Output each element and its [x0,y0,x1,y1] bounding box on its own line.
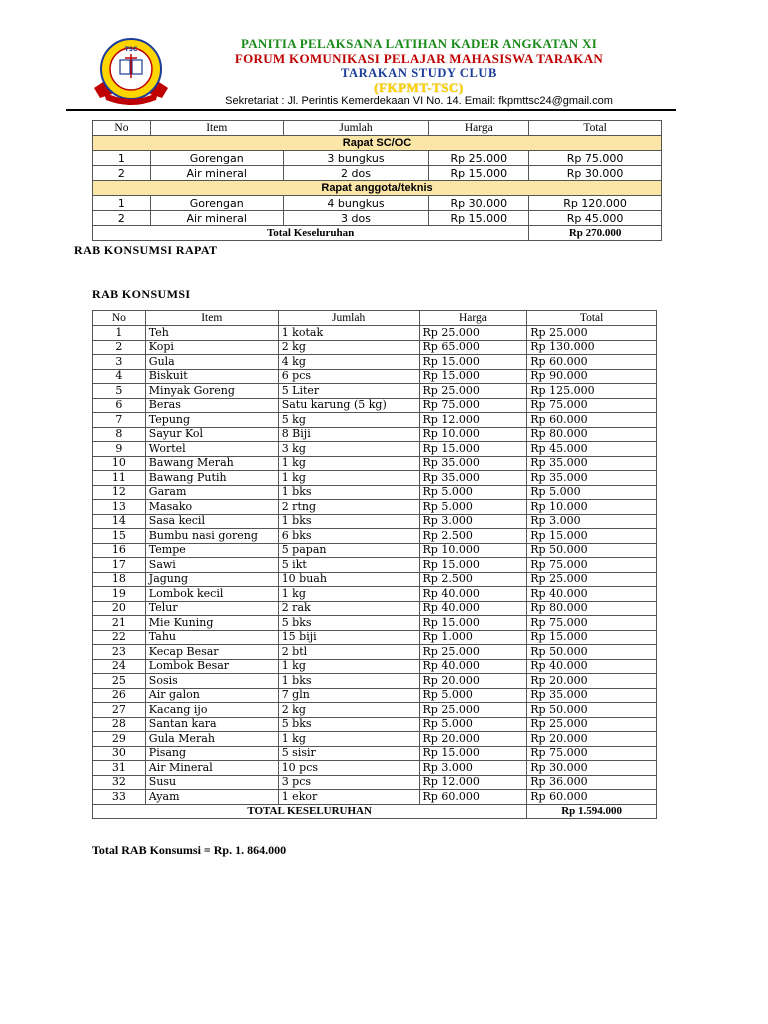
table-cell: Rp 35.000 [419,456,527,471]
table-cell: Rp 80.000 [527,427,657,442]
table-cell: 1 bks [278,485,419,500]
table-cell: Rp 25.000 [429,151,529,166]
table-cell: Rp 15.000 [419,616,527,631]
table-row [93,456,657,471]
table-row [93,427,657,442]
table-row [93,572,657,587]
table-cell: Rp 50.000 [527,703,657,718]
table-cell: 1 [93,326,146,341]
table-cell: Kecap Besar [145,645,278,660]
table-cell: Rp 20.000 [527,674,657,689]
committee-title: PANITIA PELAKSANA LATIHAN KADER ANGKATAN XI [240,36,598,51]
table-cell: 1 kg [278,587,419,602]
column-header: No [93,121,151,136]
total-row [93,226,662,241]
table-cell: Rp 12.000 [419,775,527,790]
table-row [93,355,657,370]
table-row [93,471,657,486]
table-cell: Rp 15.000 [419,442,527,457]
table-cell: 15 [93,529,146,544]
table-row [93,413,657,428]
table-cell: 1 bks [278,674,419,689]
table-cell: 23 [93,645,146,660]
total-value: Rp 1.594.000 [527,804,657,819]
total-label: TOTAL KESELURUHAN [93,804,527,819]
section-row [93,136,662,151]
table-cell: 6 [93,398,146,413]
table-cell: Rp 45.000 [529,211,662,226]
forum-title: FORUM KOMUNIKASI PELAJAR MAHASISWA TARAKAN [234,51,604,66]
table-cell: 1 ekor [278,790,419,805]
table-cell: Rp 15.000 [419,746,527,761]
table-cell: Rp 1.000 [419,630,527,645]
table-cell: Wortel [145,442,278,457]
table-cell: Kopi [145,340,278,355]
column-header: Harga [429,121,529,136]
table-row [93,688,657,703]
table-cell: 2 btl [278,645,419,660]
table-cell: Rp 3.000 [419,514,527,529]
table-cell: Jagung [145,572,278,587]
table-cell: Sawi [145,558,278,573]
table-cell: 3 bungkus [283,151,429,166]
table-row [93,442,657,457]
table-cell: 3 pcs [278,775,419,790]
table-cell: Telur [145,601,278,616]
table-cell: Rp 40.000 [527,659,657,674]
table-row [93,587,657,602]
table-row [93,369,657,384]
table-cell: Air galon [145,688,278,703]
table-cell: Rp 35.000 [419,471,527,486]
table-cell: 10 [93,456,146,471]
table-row [93,485,657,500]
table-cell: Air Mineral [145,761,278,776]
table-cell: Rp 50.000 [527,543,657,558]
table-cell: 10 buah [278,572,419,587]
table-cell: 27 [93,703,146,718]
table-cell: Rp 35.000 [527,471,657,486]
table-cell: 2 [93,340,146,355]
table-cell: Pisang [145,746,278,761]
table-cell: Rp 15.000 [429,211,529,226]
table-cell: 3 dos [283,211,429,226]
table-cell: Rp 60.000 [527,413,657,428]
table-row [93,616,657,631]
table-cell: Rp 25.000 [527,572,657,587]
total-row [93,804,657,819]
club-title: TARAKAN STUDY CLUB [341,66,497,80]
table-cell: Rp 3.000 [527,514,657,529]
table-cell: 33 [93,790,146,805]
table-row [93,645,657,660]
final-total: Total RAB Konsumsi = Rp. 1. 864.000 [92,843,287,857]
logo-text: TSC [124,46,138,53]
table-cell: Rp 125.000 [527,384,657,399]
secretariat-address: Sekretariat : Jl. Perintis Kemerdekaan VI No. 14. Email: fkpmttsc24@gmail.com [225,95,613,107]
table-cell: Kacang ijo [145,703,278,718]
table-cell: 2 kg [278,340,419,355]
table-cell: 2 dos [283,166,429,181]
table-cell: Rp 12.000 [419,413,527,428]
table-cell: Mie Kuning [145,616,278,631]
table-cell: Rp 60.000 [419,790,527,805]
consumption-table-body [93,326,657,819]
table-cell: Air mineral [150,166,283,181]
table-cell: Rp 15.000 [419,558,527,573]
table-cell: Rp 10.000 [419,427,527,442]
table-cell: Rp 5.000 [419,717,527,732]
table-cell: 5 bks [278,717,419,732]
table-cell: 5 sisir [278,746,419,761]
table-cell: Lombok kecil [145,587,278,602]
table-cell: 2 [93,166,151,181]
table-row [93,211,662,226]
table-cell: 2 rak [278,601,419,616]
table-row [93,717,657,732]
table-row [93,601,657,616]
table-cell: 1 bks [278,514,419,529]
table-cell: 5 Liter [278,384,419,399]
total-label: Total Keseluruhan [93,226,529,241]
table-cell: Rp 75.000 [527,616,657,631]
table-cell: 22 [93,630,146,645]
table-cell: 1 kg [278,732,419,747]
table-cell: Lombok Besar [145,659,278,674]
table-row [93,500,657,515]
table-cell: Rp 90.000 [527,369,657,384]
table-cell: Rp 40.000 [419,659,527,674]
table-cell: 32 [93,775,146,790]
table-cell: 4 kg [278,355,419,370]
column-header: Jumlah [283,121,429,136]
table-row [93,151,662,166]
table-cell: Rp 45.000 [527,442,657,457]
table-cell: 14 [93,514,146,529]
header-divider [66,109,676,111]
table-row [93,558,657,573]
table-cell: 9 [93,442,146,457]
table-cell: Rp 2.500 [419,572,527,587]
table-cell: Rp 5.000 [419,485,527,500]
table-cell: Beras [145,398,278,413]
table-cell: 28 [93,717,146,732]
table-cell: Rp 75.000 [527,398,657,413]
table-cell: Tempe [145,543,278,558]
table-cell: 6 pcs [278,369,419,384]
table-cell: Rp 30.000 [529,166,662,181]
table-row [93,674,657,689]
table-cell: Rp 25.000 [419,703,527,718]
table-cell: Rp 25.000 [419,645,527,660]
table-cell: 1 kg [278,471,419,486]
table-row [93,384,657,399]
table-cell: Gula Merah [145,732,278,747]
table-cell: Gorengan [150,196,283,211]
table-cell: 1 [93,196,151,211]
table-row [93,340,657,355]
table-cell: Rp 130.000 [527,340,657,355]
table-cell: 20 [93,601,146,616]
table-cell: Masako [145,500,278,515]
table-cell: 2 [93,211,151,226]
table-cell: Rp 80.000 [527,601,657,616]
table-cell: 30 [93,746,146,761]
table-cell: Rp 75.000 [527,746,657,761]
table-cell: Rp 75.000 [527,558,657,573]
meeting-consumption-heading: RAB KONSUMSI RAPAT [74,243,218,257]
table-cell: Satu karung (5 kg) [278,398,419,413]
table-cell: 4 [93,369,146,384]
table-cell: Minyak Goreng [145,384,278,399]
table-row [93,659,657,674]
table-cell: Rp 40.000 [419,601,527,616]
column-header: Harga [419,311,527,326]
table-cell: Teh [145,326,278,341]
table-cell: Susu [145,775,278,790]
table-cell: 7 gln [278,688,419,703]
table-cell: Rp 20.000 [419,732,527,747]
table-cell: 1 [93,151,151,166]
table-cell: Sasa kecil [145,514,278,529]
table-row [93,746,657,761]
table-cell: 11 [93,471,146,486]
table-cell: Rp 20.000 [527,732,657,747]
table-cell: 6 bks [278,529,419,544]
table-cell: Ayam [145,790,278,805]
table-cell: Rp 15.000 [527,529,657,544]
table-cell: Rp 5.000 [419,500,527,515]
table-cell: 5 [93,384,146,399]
table-cell: 1 kg [278,456,419,471]
table-cell: Garam [145,485,278,500]
table-header-row [93,311,657,326]
table-cell: 3 [93,355,146,370]
table-cell: 5 ikt [278,558,419,573]
column-header: Total [529,121,662,136]
consumption-table [92,310,657,819]
table-cell: Gorengan [150,151,283,166]
table-row [93,529,657,544]
table-cell: 8 Biji [278,427,419,442]
table-cell: Rp 120.000 [529,196,662,211]
table-cell: Rp 75.000 [529,151,662,166]
table-cell: Bawang Putih [145,471,278,486]
table-cell: Gula [145,355,278,370]
table-cell: Rp 75.000 [419,398,527,413]
table-cell: 17 [93,558,146,573]
table-cell: Rp 25.000 [527,326,657,341]
table-row [93,514,657,529]
table-cell: 21 [93,616,146,631]
table-cell: 2 kg [278,703,419,718]
table-cell: 24 [93,659,146,674]
column-header: Item [145,311,278,326]
table-cell: 16 [93,543,146,558]
table-cell: Tepung [145,413,278,428]
table-cell: 5 bks [278,616,419,631]
table-cell: 12 [93,485,146,500]
table-cell: 19 [93,587,146,602]
table-cell: 10 pcs [278,761,419,776]
table-row [93,761,657,776]
table-cell: Rp 2.500 [419,529,527,544]
column-header: Total [527,311,657,326]
table-cell: 25 [93,674,146,689]
table-cell: 29 [93,732,146,747]
table-cell: Rp 20.000 [419,674,527,689]
table-row [93,775,657,790]
table-cell: Rp 60.000 [527,790,657,805]
table-cell: Sosis [145,674,278,689]
consumption-heading: RAB KONSUMSI [92,287,191,301]
table-cell: Rp 50.000 [527,645,657,660]
table-row [93,196,662,211]
table-cell: 5 kg [278,413,419,428]
table-cell: Rp 15.000 [419,355,527,370]
table-row [93,732,657,747]
table-cell: Rp 65.000 [419,340,527,355]
table-cell: Rp 30.000 [527,761,657,776]
table-cell: Rp 15.000 [429,166,529,181]
table-cell: Rp 25.000 [419,384,527,399]
table-cell: Rp 35.000 [527,456,657,471]
table-cell: Rp 30.000 [429,196,529,211]
table-cell: Rp 40.000 [527,587,657,602]
table-cell: 1 kg [278,659,419,674]
table-row [93,703,657,718]
table-cell: Tahu [145,630,278,645]
table-cell: Rp 5.000 [527,485,657,500]
table-cell: 4 bungkus [283,196,429,211]
table-cell: Rp 5.000 [419,688,527,703]
table-cell: 26 [93,688,146,703]
table-cell: 5 papan [278,543,419,558]
table-row [93,630,657,645]
table-cell: Santan kara [145,717,278,732]
table-cell: Rp 25.000 [419,326,527,341]
table-cell: Rp 35.000 [527,688,657,703]
table-cell: Rp 40.000 [419,587,527,602]
table-cell: Rp 10.000 [419,543,527,558]
section-row [93,181,662,196]
table-cell: 13 [93,500,146,515]
table-cell: Air mineral [150,211,283,226]
total-value: Rp 270.000 [529,226,662,241]
table-row [93,398,657,413]
table-row [93,543,657,558]
table-row [93,790,657,805]
table-cell: Rp 3.000 [419,761,527,776]
table-cell: 3 kg [278,442,419,457]
table-row [93,166,662,181]
column-header: Jumlah [278,311,419,326]
section-title: Rapat anggota/teknis [93,181,662,196]
table-cell: Bawang Merah [145,456,278,471]
table-cell: 7 [93,413,146,428]
table-cell: 2 rtng [278,500,419,515]
table-cell: 18 [93,572,146,587]
table-cell: 1 kotak [278,326,419,341]
table-cell: Sayur Kol [145,427,278,442]
table-cell: Rp 15.000 [527,630,657,645]
club-abbreviation: (FKPMT-TSC) [374,80,464,95]
table-cell: Biskuit [145,369,278,384]
table-cell: 31 [93,761,146,776]
meeting-consumption-table [92,120,662,241]
table-cell: Bumbu nasi goreng [145,529,278,544]
table-cell: Rp 15.000 [419,369,527,384]
table-cell: 15 biji [278,630,419,645]
table-cell: Rp 60.000 [527,355,657,370]
table-header-row [93,121,662,136]
section-title: Rapat SC/OC [93,136,662,151]
table-row [93,326,657,341]
column-header: Item [150,121,283,136]
column-header: No [93,311,146,326]
table-cell: Rp 36.000 [527,775,657,790]
table-cell: 8 [93,427,146,442]
table-cell: Rp 25.000 [527,717,657,732]
table-cell: Rp 10.000 [527,500,657,515]
